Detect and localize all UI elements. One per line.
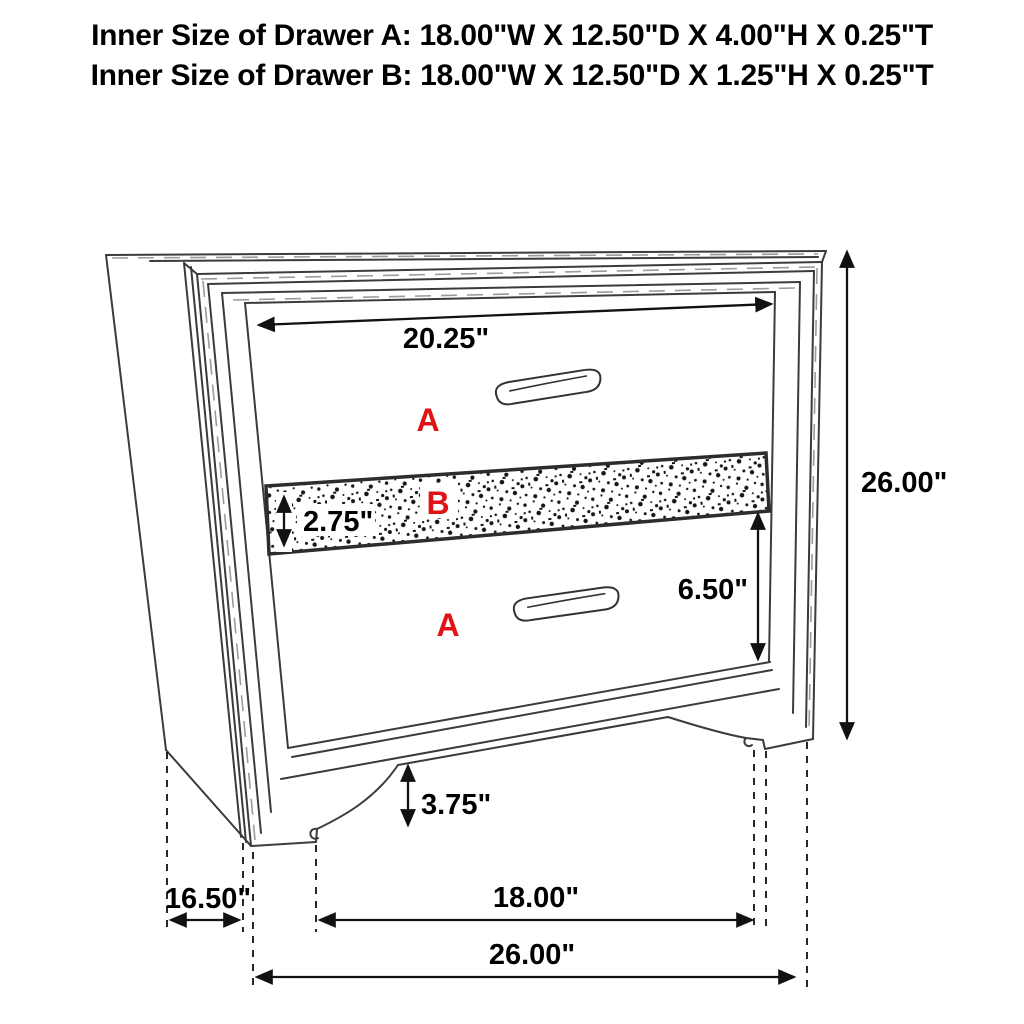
top-right-corner-join [822,251,826,262]
label-foot-height: 3.75" [421,789,492,821]
side-panel-outer-edge [106,255,166,750]
frame-right-line3 [793,282,800,713]
frame-left-outer [197,274,251,846]
construction-guides [164,742,807,990]
top-drawer-handle [494,368,602,405]
base-feet-silhouette [251,717,813,846]
label-depth: 16.50" [164,883,252,915]
frame-right-outer [813,262,822,739]
side-panel-front-edge-a [184,263,241,837]
label-feet-span: 18.00" [492,882,580,914]
frame-left-line3 [222,293,271,812]
base-molding-line [281,689,779,779]
dimension-arrows [171,252,847,977]
handle-outline [494,368,602,405]
opening-bottom-double [292,670,772,757]
drawer-b-glitter-band [266,453,769,554]
bottom-drawer-handle [513,586,620,621]
arrow-opening-width [259,304,771,325]
header-line-drawer-a: Inner Size of Drawer A: 18.00"W X 12.50"D X 4.00"H X 0.25"T [91,19,933,52]
label-overall-width: 26.00" [488,939,576,971]
letter-drawer-a-top: A [416,402,440,438]
label-opening-width: 20.25" [402,323,490,355]
dimension-labels [165,323,947,971]
letter-drawer-b: B [426,485,450,521]
label-lower-drawer-height: 6.50" [677,574,748,606]
frame-left-line2 [208,284,261,833]
letter-drawer-a-bottom: A [436,607,460,643]
opening-right-edge [769,292,775,662]
glitter-band-face [266,453,769,554]
label-overall-height: 26.00" [861,467,948,499]
header-line-drawer-b: Inner Size of Drawer B: 18.00"W X 12.50"D X 1.25"H X 0.25"T [90,59,934,92]
frame-top-line3 [222,282,800,293]
label-band-height: 2.75" [303,506,374,538]
side-panel-front-edge-b [191,267,246,842]
handle-outline [513,586,620,621]
